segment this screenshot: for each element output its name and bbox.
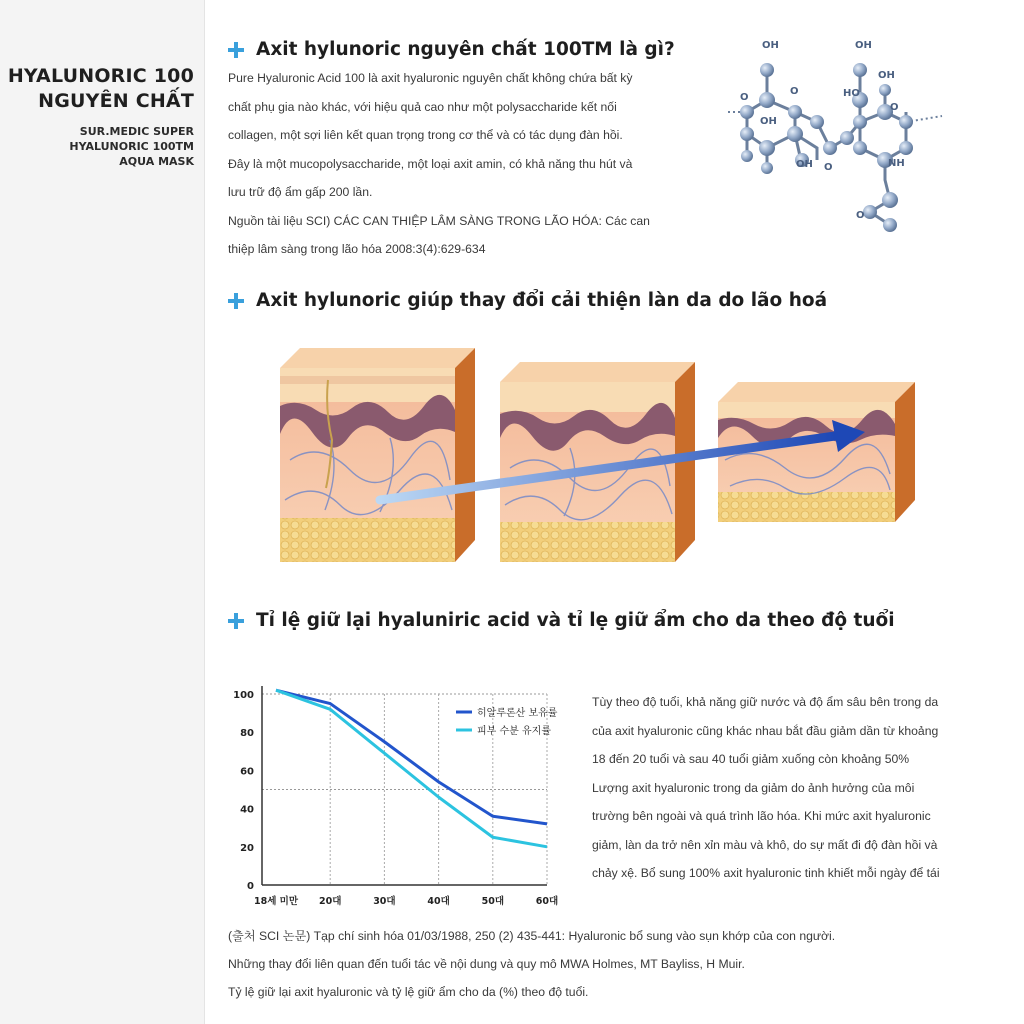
body-line: trường bên ngoài và quá trình lão hóa. Khi mức axit hyaluronic [592,809,931,823]
legend-label: 피부 수분 유지률 [477,726,551,737]
body-line: giảm, làn da trở nên xỉn màu và khô, do sự mất đi độ đàn hồi và [592,837,938,852]
skin-aging-illustration [270,340,930,570]
section-title: Tỉ lệ giữ lại hyaluniric acid và tỉ lẹ giữ ẩm cho da theo độ tuổi [256,610,895,631]
section-title: Axit hylunoric nguyên chất 100TM là gì? [256,39,675,60]
y-tick-label: 60 [240,766,254,778]
body-line: Nguồn tài liệu SCI) CÁC CAN THIỆP LÂM SÀNG TRONG LÃO HÓA: Các can [228,213,650,228]
section-heading-what-is [228,39,675,60]
molecule-label: OH [762,40,779,51]
body-line: collagen, một sợi liên kết quan trọng trong cơ thể và có tác dụng đàn hồi. [228,128,623,142]
product-title-line: NGUYÊN CHẤT [38,90,194,112]
retention-line-chart [222,680,567,915]
body-line: Pure Hyaluronic Acid 100 là axit hyaluronic nguyên chất không chứa bất kỳ [228,71,633,85]
section1-body [228,64,650,264]
plus-icon [228,293,244,309]
skin-block-young [280,348,475,562]
legend-label: 히알루론산 보유률 [477,708,558,719]
y-tick-label: 20 [240,842,254,854]
molecule-label: O [890,102,899,113]
x-tick-label: 60대 [535,896,559,907]
x-tick-label: 18세 미만 [253,896,299,907]
plus-icon [228,42,244,58]
product-subtitle-line: SUR.MEDIC SUPER [79,125,194,138]
y-tick-label: 40 [240,804,254,816]
y-tick-label: 80 [240,728,254,740]
molecule-label: O [740,92,749,103]
source-line: Tỷ lệ giữ lại axit hyaluronic và tỷ lệ giữ ẩm cho da (%) theo độ tuổi. [228,985,589,999]
product-subtitle-line: AQUA MASK [119,155,194,168]
molecule-label: NH [888,158,905,169]
molecule-label: HO [843,88,860,99]
molecule-label: OH [855,40,872,51]
body-line: của axit hyaluronic cũng khác nhau bắt đầu giảm dần từ khoảng [592,723,939,738]
section-title: Axit hylunoric giúp thay đổi cải thiện làn da do lão hoá [256,290,828,311]
hyaluronic-molecule-illustration [720,30,970,240]
molecule-label: O [856,210,865,221]
product-title [8,64,194,114]
x-tick-label: 50대 [481,896,505,907]
product-subtitle [69,124,194,169]
sidebar [0,0,205,1024]
source-line: Những thay đổi liên quan đến tuổi tác về nội dung và quy mô MWA Holmes, MT Bayliss, H Muir. [228,957,745,971]
section-heading-skin-aging [228,290,827,311]
x-tick-label: 40대 [427,896,450,907]
body-line: chất phụ gia nào khác, với hiệu quả cao như một polysaccharide kết nối [228,99,617,114]
body-line: lưu trữ độ ẩm gấp 200 lần. [228,185,373,199]
molecule-label: OH [878,70,895,81]
body-line: thiệp lâm sàng trong lão hóa 2008:3(4):629-634 [228,242,486,256]
product-subtitle-line: HYALUNORIC 100TM [69,140,194,153]
molecule-label: O [790,86,799,97]
x-tick-label: 20대 [318,896,342,907]
molecule-label: OH [760,116,777,127]
body-line: 18 đến 20 tuổi và sau 40 tuổi giảm xuống còn khoảng 50% [592,752,910,766]
body-line: Lượng axit hyaluronic trong da giảm do ảnh hưởng của môi [592,780,915,795]
section3-body [592,688,940,888]
molecule-label: OH [796,159,813,170]
product-title-line: HYALUNORIC 100 [7,65,194,87]
plus-icon [228,613,244,629]
source-citation [228,922,835,1006]
source-line: (출처 SCI 논문) Tạp chí sinh hóa 01/03/1988, 250 (2) 435-441: Hyaluronic bổ sung vào sụn khớp của con người. [228,929,836,943]
x-tick-label: 30대 [373,896,396,907]
body-line: chảy xệ. Bổ sung 100% axit hyaluronic tinh khiết mỗi ngày để tái [592,866,940,880]
y-tick-label: 100 [233,690,254,701]
y-tick-label: 0 [247,881,254,892]
body-line: Tùy theo độ tuổi, khả năng giữ nước và độ ẩm sâu bên trong da [592,695,939,709]
molecule-label: O [824,162,833,173]
section-heading-retention-rate [228,610,895,631]
body-line: Đây là một mucopolysaccharide, một loại axit amin, có khả năng thu hút và [228,156,633,171]
